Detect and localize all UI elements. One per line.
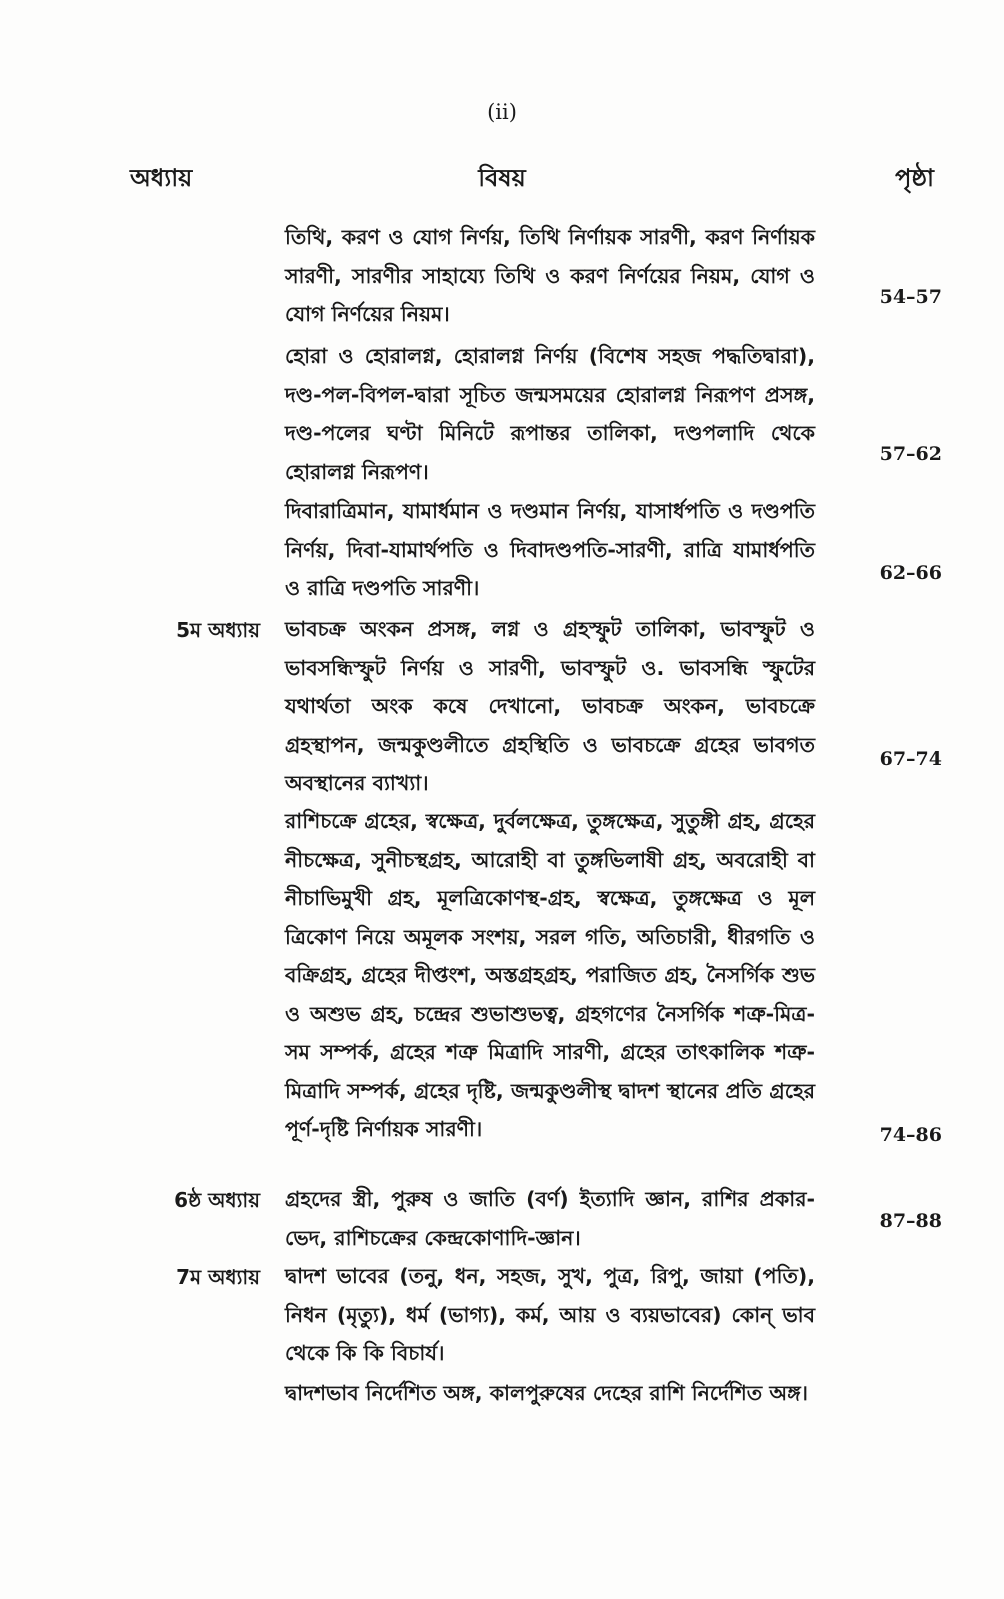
- entry-pages: 87–88: [879, 1210, 942, 1232]
- column-header-chapter: অধ্যায়: [130, 164, 193, 192]
- entry-text: গ্রহদের স্ত্রী, পুরুষ ও জাতি (বর্ণ) ইত্যাদি জ্ঞান, রাশির প্রকার-ভেদ, রাশিচক্রের কেন্দ্রকোণাদি-জ্ঞান।: [285, 1187, 815, 1250]
- entry-text: ভাবচক্র অংকন প্রসঙ্গ, লগ্ন ও গ্রহস্ফুট তালিকা, ভাবস্ফুট ও ভাবসন্ধিস্ফুট নির্ণয় ও সারণী, ভাবস্ফুট ও. ভাবসন্ধি স্ফুটের যথার্থতা অংক কষে দেখানো, ভাবচক্র অংকন, ভাবচক্রে গ্রহস্থাপন, জন্মকুণ্ডলীতে গ্রহস্থিতি ও ভাবচক্রে গ্রহের ভাবগত অবস্থানের ব্যাখ্যা।: [285, 617, 815, 795]
- column-header-subject: বিষয়: [478, 164, 526, 192]
- entry-text: দ্বাদশভাব নির্দেশিত অঙ্গ, কালপুরুষের দেহের রাশি নির্দেশিত অঙ্গ।: [285, 1381, 809, 1405]
- entry-pages: 74–86: [879, 1124, 942, 1146]
- chapter-label: 6ষ্ঠ অধ্যায়: [174, 1188, 260, 1212]
- entry-pages: 54–57: [879, 286, 942, 308]
- entry-text: হোরা ও হোরালগ্ন, হোরালগ্ন নির্ণয় (বিশেষ সহজ পদ্ধতিদ্বারা), দণ্ড-পল-বিপল-দ্বারা সূচিত জন্মসময়ের হোরালগ্ন নিরূপণ প্রসঙ্গ, দণ্ড-পলের ঘণ্টা মিনিটে রূপান্তর তালিকা, দণ্ডপলাদি থেকে হোরালগ্ন নিরূপণ।: [285, 344, 815, 484]
- entry-pages: 57–62: [879, 443, 942, 465]
- entry-text: দ্বাদশ ভাবের (তনু, ধন, সহজ, সুখ, পুত্র, রিপু, জায়া (পতি), নিধন (মৃত্যু), ধর্ম (ভাগ্য), কর্ম, আয় ও ব্যয়ভাবের) কোন্ ভাব থেকে কি কি বিচার্য।: [285, 1264, 815, 1365]
- entry-text: দিবারাত্রিমান, যামার্ধমান ও দণ্ডমান নির্ণয়, যাসার্ধপতি ও দণ্ডপতি নির্ণয়, দিবা-যামার্থপতি ও দিবাদণ্ডপতি-সারণী, রাত্রি যামার্ধপতি ও রাত্রি দণ্ডপতি সারণী।: [285, 499, 815, 600]
- chapter-label: 7ম অধ্যায়: [176, 1265, 260, 1289]
- entry-pages: 62–66: [879, 562, 942, 584]
- entry-text: তিথি, করণ ও যোগ নির্ণয়, তিথি নির্ণায়ক সারণী, করণ নির্ণায়ক সারণী, সারণীর সাহায্যে তিথি ও করণ নির্ণয়ের নিয়ম, যোগ ও যোগ নির্ণয়ের নিয়ম।: [285, 225, 815, 326]
- chapter-label: 5ম অধ্যায়: [176, 618, 260, 642]
- column-header-pages: পৃষ্ঠা: [895, 164, 934, 192]
- entry-pages: 67–74: [879, 748, 942, 770]
- entry-text: রাশিচক্রে গ্রহের, স্বক্ষেত্র, দুর্বলক্ষেত্র, তুঙ্গক্ষেত্র, সুতুঙ্গী গ্রহ, গ্রহের নীচক্ষেত্র, সুনীচস্থগ্রহ, আরোহী বা তুঙ্গভিলাষী গ্রহ, অবরোহী বা নীচাভিমুখী গ্রহ, মূলত্রিকোণস্থ-গ্রহ, স্বক্ষেত্র, তুঙ্গক্ষেত্র ও মূল ত্রিকোণ নিয়ে অমূলক সংশয়, সরল গতি, অতিচারী, ধীরগতি ও বক্রিগ্রহ, গ্রহের দীপ্তংশ, অস্তগ্রহগ্রহ, পরাজিত গ্রহ, নৈসর্গিক শুভ ও অশুভ গ্রহ, চন্দ্রের শুভাশুভত্ব, গ্রহগণের নৈসর্গিক শত্রু-মিত্র-সম সম্পর্ক, গ্রহের শত্রু মিত্রাদি সারণী, গ্রহের তাৎকালিক শত্রু-মিত্রাদি সম্পর্ক, গ্রহের দৃষ্টি, জন্মকুণ্ডলীস্থ দ্বাদশ স্থানের প্রতি গ্রহের পূর্ণ-দৃষ্টি নির্ণায়ক সারণী।: [285, 809, 815, 1141]
- page-number: (ii): [487, 100, 517, 124]
